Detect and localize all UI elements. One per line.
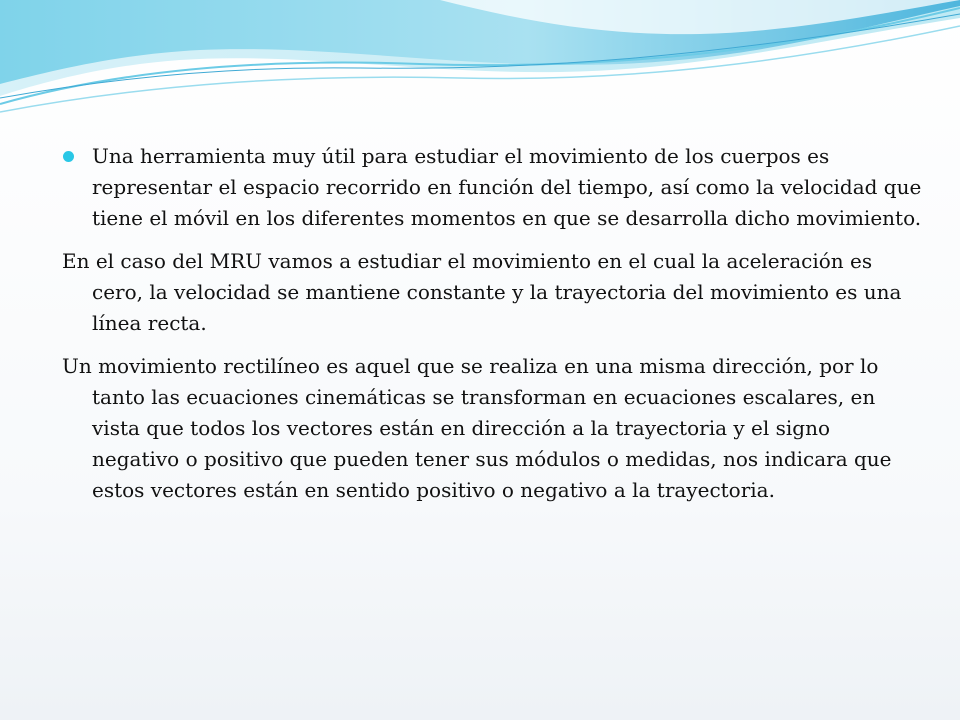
paragraph-2 bbox=[62, 246, 922, 339]
bullet-dot-icon bbox=[63, 151, 74, 162]
paragraph-text-1: Una herramienta muy útil para estudiar el movimiento de los cuerpos es representar el espacio recorrido en función del tiempo, así como la velocidad que tiene el móvil en los diferentes momentos en que se desarrolla dicho movimiento. bbox=[92, 144, 922, 230]
paragraph-text-3: Un movimiento rectilíneo es aquel que se realiza en una misma dirección, por lo tanto las ecuaciones cinemáticas se transforman en ecuaciones escalares, en vista que todos los vectores están en dirección a la trayectoria y el signo negativo o positivo que pueden tener sus módulos o medidas, nos indicara que estos vectores están en sentido positivo o negativo a la trayectoria. bbox=[62, 354, 892, 502]
header-wave-decoration bbox=[0, 0, 960, 130]
slide-body bbox=[62, 141, 922, 518]
bullet-paragraph-1 bbox=[62, 141, 922, 234]
paragraph-text-2: En el caso del MRU vamos a estudiar el movimiento en el cual la aceleración es cero, la velocidad se mantiene constante y la trayectoria del movimiento es una línea recta. bbox=[62, 249, 902, 335]
paragraph-3 bbox=[62, 351, 922, 506]
